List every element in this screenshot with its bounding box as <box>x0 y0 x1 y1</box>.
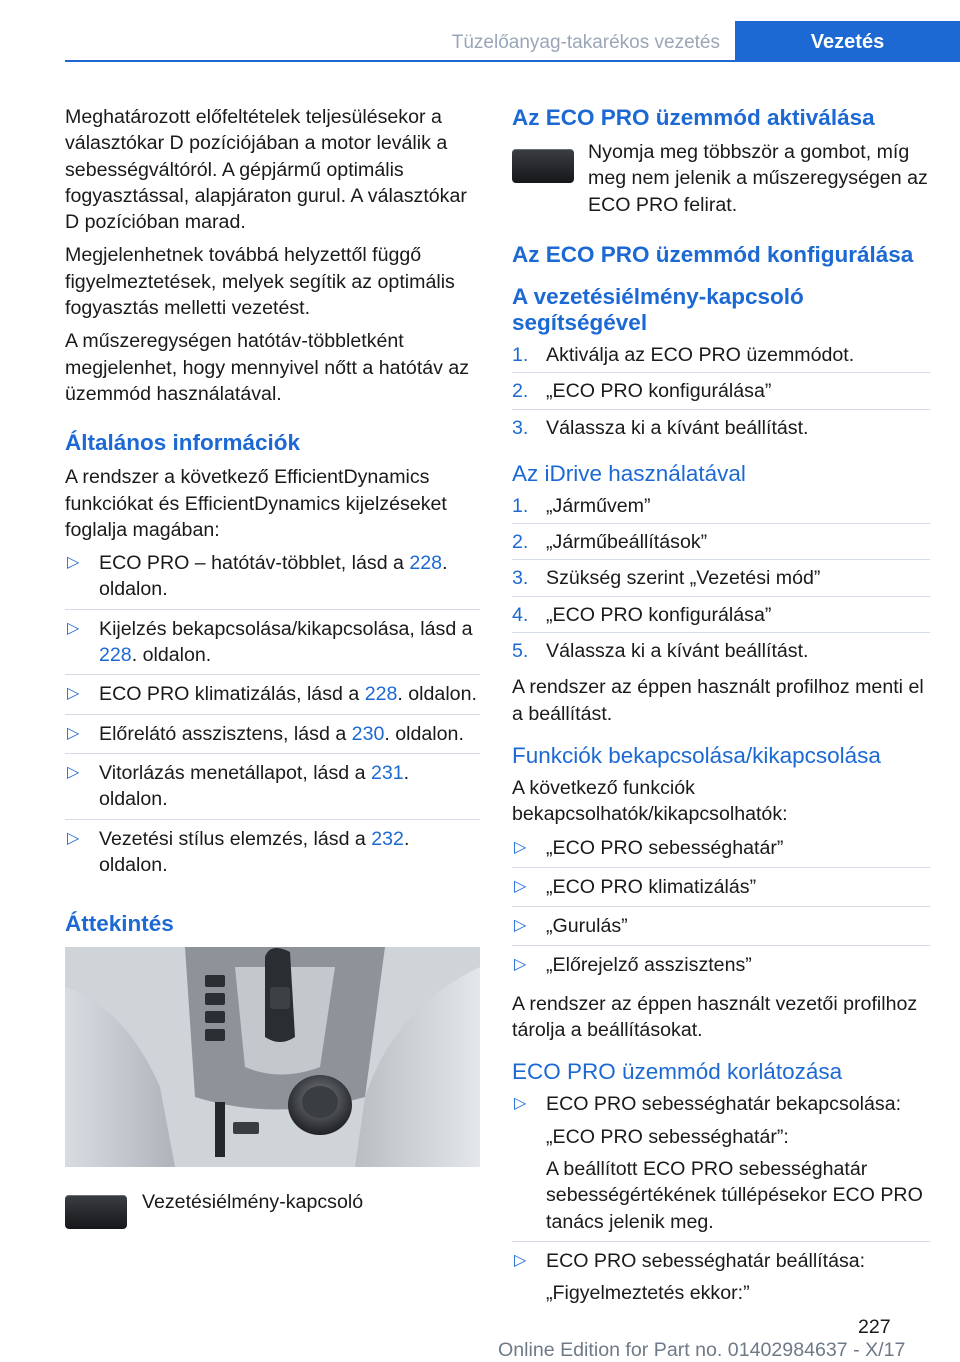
general-list <box>65 550 480 884</box>
general-intro: A rendszer a következő EfficientDynamics funkciókat és EfficientDynamics kijelzéseket foglalja magában: <box>65 466 447 541</box>
page-link[interactable]: 232 <box>371 827 404 850</box>
heading-overview: Áttekintés <box>65 911 174 937</box>
functions-list <box>512 835 930 985</box>
list-item: ▷ ECO PRO – hatótáv-többlet, lásd a 228. oldalon. <box>65 550 480 610</box>
heading-configure-eco: Az ECO PRO üzemmód konfigurálása <box>512 242 914 267</box>
list-item: 5. Válassza ki a kívánt beállítást. <box>512 640 809 663</box>
left-column <box>65 104 480 1243</box>
activate-text: Nyomja meg többször a gombot, míg meg nem jelenik a műszeregységen az ECO PRO felirat. <box>588 141 928 216</box>
paragraph-warnings: Megjelenhetnek továbbá helyzettől függő figyelmeztetések, melyek segítik az optimális fogyasztás melletti vezetést. <box>65 244 455 320</box>
heading-activate-eco: Az ECO PRO üzemmód aktiválása <box>512 105 875 130</box>
triangle-bullet-icon: ▷ <box>67 685 80 703</box>
list-item: ▷ Előrelátó asszisztens, lásd a 230. oldalon. <box>65 721 480 754</box>
page-number: 227 <box>858 1316 891 1338</box>
switch-steps <box>512 342 930 445</box>
list-item: ▷ „ECO PRO klimatizálás” <box>512 874 930 907</box>
running-header-chapter: Vezetés <box>735 21 960 62</box>
center-console-photo <box>65 947 480 1167</box>
list-item: ▷ ECO PRO sebességhatár bekapcsolása: „ECO PRO sebességhatár”: A beállított ECO PRO sebességhatár sebességértékének túllépésekor ECO PRO tanács jelenik meg. <box>512 1091 930 1241</box>
figure-caption <box>65 1183 480 1243</box>
triangle-bullet-icon: ▷ <box>514 877 527 895</box>
right-column <box>512 104 930 1318</box>
limit-list <box>512 1091 930 1312</box>
header-rule <box>65 60 960 62</box>
center-console-illustration <box>65 947 480 1167</box>
list-item: 2. „Járműbeállítások” <box>512 529 930 560</box>
triangle-bullet-icon: ▷ <box>67 763 80 781</box>
paragraph-coasting: Meghatározott előfeltételek teljesülésekor a választókar D pozíciójában a motor leválik a sebességváltóról. A gépjármű optimális fogyasztással, alapjáraton gurul. A választókar D pozícióban marad. <box>65 106 467 234</box>
triangle-bullet-icon: ▷ <box>67 619 80 637</box>
triangle-bullet-icon: ▷ <box>514 956 527 974</box>
functions-intro: A következő funkciók bekapcsolhatók/kikapcsolhatók: <box>512 776 788 826</box>
heading-general-info: Általános információk <box>65 430 301 456</box>
page-link[interactable]: 231 <box>370 761 404 784</box>
triangle-bullet-icon: ▷ <box>514 1095 527 1113</box>
triangle-bullet-icon: ▷ <box>67 554 80 572</box>
list-item: ▷ Vitorlázás menetállapot, lásd a 231. oldalon. <box>65 760 480 820</box>
page-link[interactable]: 228 <box>99 644 132 667</box>
heading-functions-toggle: Funkciók bekapcsolása/kikapcsolása <box>512 742 881 768</box>
running-header-section: Tüzelőanyag-takarékos vezetés <box>451 32 720 53</box>
list-item: 1. „Járművem” <box>512 493 930 524</box>
triangle-bullet-icon: ▷ <box>67 829 80 847</box>
activate-instructions <box>512 139 930 219</box>
driving-experience-switch-icon <box>512 149 574 183</box>
edition-footer: Online Edition for Part no. 01402984637 - X/17 <box>498 1339 906 1361</box>
list-item: ▷ Vezetési stílus elemzés, lásd a 232. oldalon. <box>67 827 410 876</box>
functions-note: A rendszer az éppen használt vezetői profilhoz tárolja a beállításokat. <box>512 992 918 1042</box>
list-item: ▷ „ECO PRO sebességhatár” <box>512 835 930 868</box>
paragraph-range: A műszeregységen hatótáv-többletként megjelenhet, hogy mennyivel nőtt a hatótáv az üzemmód használatával. <box>65 330 470 405</box>
page-link[interactable]: 230 <box>351 722 385 745</box>
heading-via-switch: A vezetésiélmény-kapcsoló segítségével <box>512 284 804 335</box>
list-item: ▷ ECO PRO klimatizálás, lásd a 228. oldalon. <box>65 681 480 714</box>
list-item: 1. Aktiválja az ECO PRO üzemmódot. <box>512 342 930 373</box>
list-item: 3. Szükség szerint „Vezetési mód” <box>512 565 930 596</box>
list-item: 4. „ECO PRO konfigurálása” <box>512 602 930 633</box>
idrive-steps <box>512 493 930 668</box>
list-item: 2. „ECO PRO konfigurálása” <box>512 378 930 409</box>
triangle-bullet-icon: ▷ <box>514 838 527 856</box>
heading-eco-limit: ECO PRO üzemmód korlátozása <box>512 1059 843 1085</box>
triangle-bullet-icon: ▷ <box>514 917 527 935</box>
triangle-bullet-icon: ▷ <box>514 1251 527 1269</box>
page-link[interactable]: 228 <box>409 552 443 575</box>
list-item: ▷ ECO PRO sebességhatár beállítása: „Figyelmeztetés ekkor:” <box>514 1249 866 1305</box>
driving-experience-switch-icon <box>65 1195 127 1229</box>
idrive-note: A rendszer az éppen használt profilhoz menti el a beállítást. <box>512 676 924 725</box>
list-item: ▷ „Előrejelző asszisztens” <box>512 952 930 984</box>
triangle-bullet-icon: ▷ <box>67 724 80 742</box>
list-item: ▷ Kijelzés bekapcsolása/kikapcsolása, lásd a 228. oldalon. <box>65 616 480 676</box>
list-item: 3. Válassza ki a kívánt beállítást. <box>512 416 809 439</box>
caption-text: Vezetésiélmény-kapcsoló <box>142 1191 364 1214</box>
list-item: ▷ „Gurulás” <box>512 913 930 946</box>
heading-via-idrive: Az iDrive használatával <box>512 460 746 486</box>
page-link[interactable]: 228 <box>364 683 398 706</box>
